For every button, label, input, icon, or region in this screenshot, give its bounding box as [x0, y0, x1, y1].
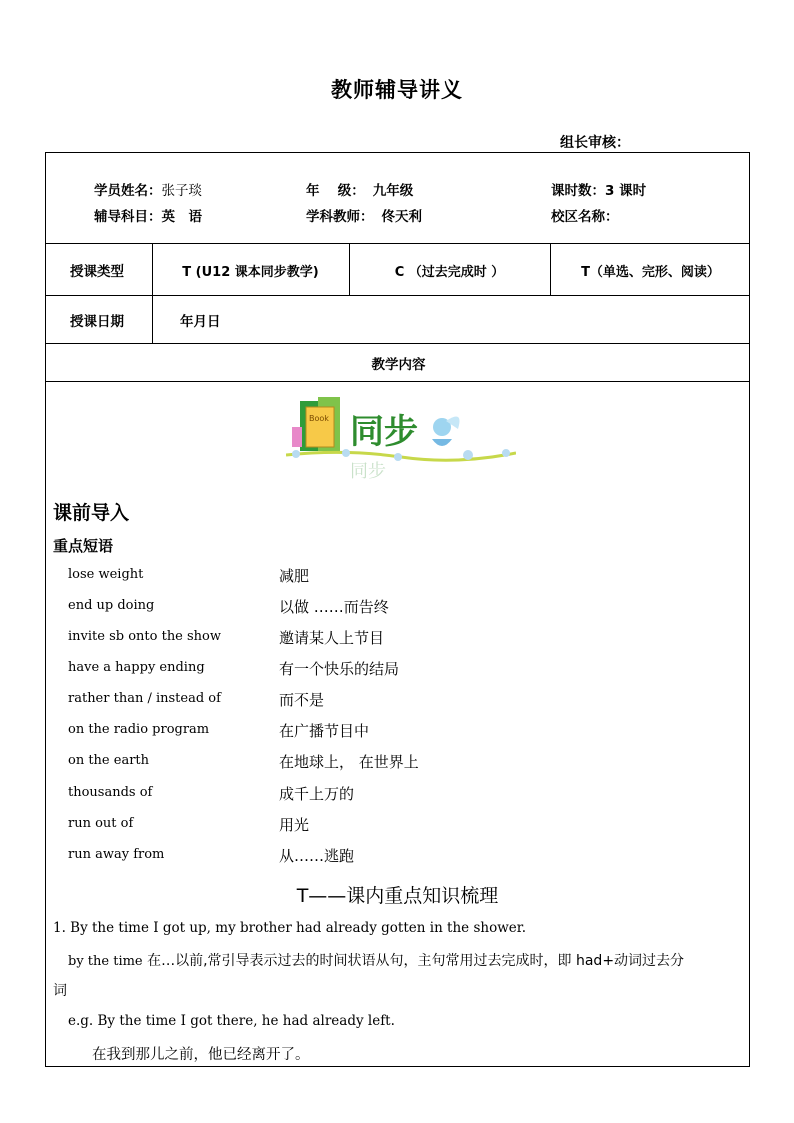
phrase-english: on the radio program — [68, 722, 210, 737]
phrase-english: run out of — [68, 816, 134, 831]
phrase-english: have a happy ending — [68, 660, 205, 675]
flower-icon — [463, 450, 473, 460]
subject-value: 英 语 — [161, 209, 202, 225]
phrase-english: run away from — [68, 847, 165, 862]
section-heading: T——课内重点知识梳理 — [296, 885, 499, 907]
phrase-chinese: 在地球上， 在世界上 — [279, 753, 419, 771]
student-name-value: 张子琰 — [161, 183, 202, 199]
phrase-chinese: 而不是 — [279, 691, 325, 709]
campus-field — [551, 205, 619, 225]
course-type-t2: T（单选、完形、阅读） — [581, 265, 720, 280]
book-spine-pink — [292, 427, 302, 447]
item-1-note — [68, 950, 684, 970]
logo-text: 同步 — [350, 412, 418, 452]
course-type-c: C （过去完成时 ） — [394, 265, 505, 280]
teacher-label: 学科教师： — [306, 209, 374, 225]
phrase-chinese: 成千上万的 — [279, 785, 355, 803]
flower-icon — [502, 449, 510, 457]
flower-icon — [292, 450, 300, 458]
grade-value: 九年级 — [372, 183, 414, 199]
flower-icon — [342, 449, 350, 457]
date-label: 授课日期 — [70, 314, 124, 330]
note-explanation: 在…以前,常引导表示过去的时间状语从句，主句常用过去完成时，即 had+动词过去分 — [147, 953, 685, 969]
content-header: 教学内容 — [371, 357, 426, 373]
fairy-body-icon — [432, 439, 452, 446]
phrase-english: thousands of — [68, 785, 153, 800]
divider — [46, 343, 749, 344]
divider — [46, 381, 749, 382]
item-1-sentence: 1. By the time I got up, my brother had already gotten in the shower. — [53, 920, 527, 936]
subject-field — [94, 205, 202, 225]
phrase-chinese: 从……逃跑 — [279, 847, 355, 865]
phrase-english: lose weight — [68, 567, 144, 582]
intro-heading: 课前导入 — [53, 502, 130, 524]
phrase-chinese: 有一个快乐的结局 — [279, 660, 400, 678]
reviewer-label: 组长审核： — [560, 135, 630, 151]
phrase-chinese: 邀请某人上节目 — [279, 629, 385, 647]
flower-icon — [394, 453, 402, 461]
student-name-label: 学员姓名： — [94, 183, 162, 199]
phrase-english: on the earth — [68, 753, 150, 768]
phrase-chinese: 减肥 — [279, 567, 310, 585]
hours-label: 课时数： — [551, 183, 605, 199]
book-label: Book — [309, 414, 329, 423]
grade-field — [306, 179, 413, 199]
page-title: 教师辅导讲义 — [331, 78, 463, 102]
sync-logo — [286, 387, 516, 482]
subject-label: 辅导科目： — [94, 209, 162, 225]
hours-value: 3 课时 — [605, 183, 647, 199]
course-type-label: 授课类型 — [70, 264, 124, 280]
lesson-table — [45, 152, 750, 1067]
note-explanation-cont: 词 — [53, 983, 67, 999]
note-keyword: by the time — [68, 954, 143, 969]
phrase-chinese: 用光 — [279, 816, 310, 834]
phrase-english: end up doing — [68, 598, 155, 613]
hours-field — [551, 179, 646, 199]
phrase-chinese: 以做 ……而告终 — [279, 598, 389, 616]
phrase-english: invite sb onto the show — [68, 629, 222, 644]
divider — [152, 243, 153, 343]
course-type-t1: T (U12 课本同步教学) — [182, 265, 319, 280]
teacher-field — [306, 205, 422, 225]
phrase-chinese: 在广播节目中 — [279, 722, 370, 740]
logo-reflection: 同步 — [350, 461, 386, 482]
grade-label: 年 级： — [306, 183, 365, 199]
campus-label: 校区名称： — [551, 209, 619, 225]
student-name-field — [94, 179, 202, 199]
phrases-subheading: 重点短语 — [53, 537, 114, 555]
book-cover — [306, 407, 334, 447]
teacher-value: 佟天利 — [381, 209, 422, 225]
date-value: 年月日 — [180, 314, 221, 330]
phrase-english: rather than / instead of — [68, 691, 221, 706]
example-english: e.g. By the time I got there, he had already left. — [68, 1013, 395, 1029]
example-chinese: 在我到那儿之前，他已经离开了。 — [92, 1047, 310, 1063]
